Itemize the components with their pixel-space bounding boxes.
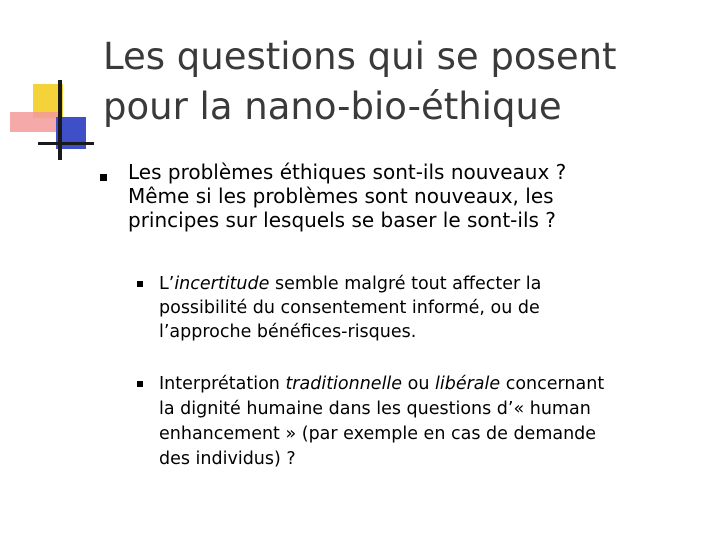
sub2-line-1-start: Interprétation xyxy=(159,374,286,394)
sub2-line-1-mid: ou xyxy=(402,374,435,394)
sub-bullet-square-icon xyxy=(137,381,143,387)
sub1-line-3: l’approche bénéfices-risques. xyxy=(159,322,417,342)
sub2-line-1-end: concernant xyxy=(500,374,605,394)
bullet-main-line-3: principes sur lesquels se baser le sont-ils ? xyxy=(128,208,556,232)
sub1-line-1 xyxy=(159,272,697,296)
sub2-line-4: des individus) ? xyxy=(159,449,296,469)
bullet-main-line-1: Les problèmes éthiques sont-ils nouveaux ? xyxy=(128,160,567,184)
bullet-main-text xyxy=(128,160,700,232)
sub2-emphasis-liberale: libérale xyxy=(435,374,501,394)
logo-vertical-line xyxy=(58,80,62,160)
title-line-2: pour la nano-bio-éthique xyxy=(103,85,562,128)
sub2-line-2: la dignité humaine dans les questions d’« human xyxy=(159,399,591,419)
sub-bullet-interpretation xyxy=(137,372,697,472)
sub1-line-1-end: semble malgré tout affecter la xyxy=(269,274,542,294)
sub1-line-1-start: L’ xyxy=(159,274,175,294)
sub1-line-2: possibilité du consentement informé, ou de xyxy=(159,298,540,318)
bullet-square-icon xyxy=(100,174,107,181)
sub-bullet-square-icon xyxy=(137,281,143,287)
bullet-main-line-2: Même si les problèmes sont nouveaux, les xyxy=(128,184,554,208)
sub2-line-1 xyxy=(159,372,697,397)
slide-logo-decoration xyxy=(0,0,100,170)
logo-pink-rectangle xyxy=(10,112,60,132)
slide-title xyxy=(103,32,703,132)
logo-horizontal-line xyxy=(38,142,94,145)
sub-bullet-incertitude xyxy=(137,272,697,344)
sub1-emphasis-incertitude: incertitude xyxy=(174,274,270,294)
title-line-1: Les questions qui se posent xyxy=(103,35,617,78)
bullet-main xyxy=(100,160,700,232)
sub-bullet-interpretation-text xyxy=(159,372,697,472)
sub2-emphasis-traditionnelle: traditionnelle xyxy=(285,374,403,394)
sub-bullet-incertitude-text xyxy=(159,272,697,344)
sub2-line-3: enhancement » (par exemple en cas de demande xyxy=(159,424,597,444)
